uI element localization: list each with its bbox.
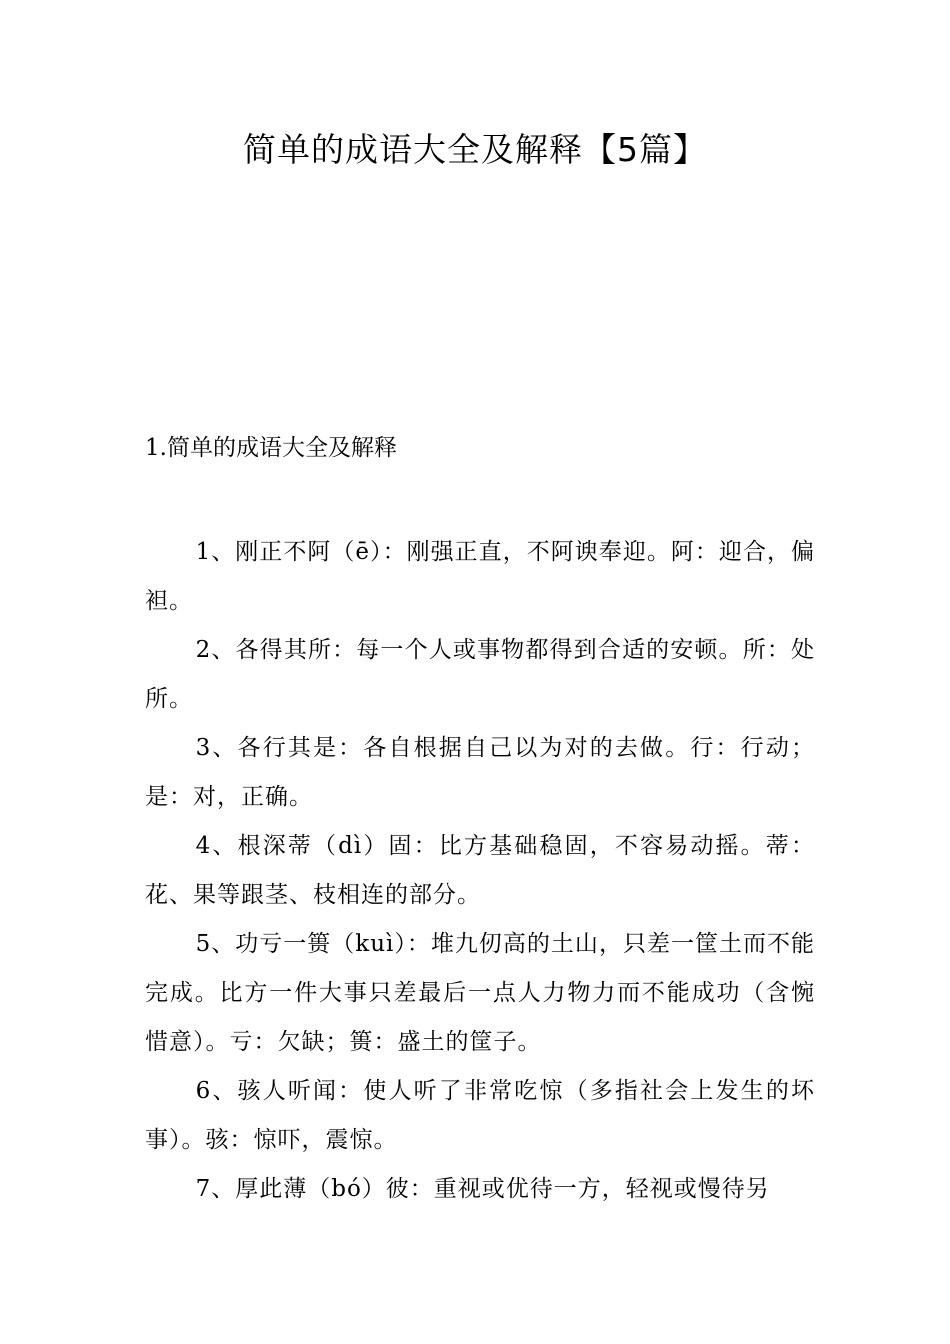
idiom-paragraph-2: 2、各得其所：每一个人或事物都得到合适的安顿。所：处所。 [145, 637, 815, 712]
idiom-paragraph-7: 7、厚此薄（bó）彼：重视或优待一方，轻视或慢待另 [195, 1176, 770, 1202]
section-heading: 1.简单的成语大全及解释 [145, 435, 397, 461]
document-body [145, 528, 815, 1214]
idiom-paragraph-5: 5、功亏一篑（kuì）：堆九仞高的土山，只差一筐土而不能完成。比方一件大事只差最后一点人力物力而不能成功（含惋惜意）。亏：欠缺；篑：盛土的筐子。 [145, 931, 815, 1055]
document-title: 简单的成语大全及解释【5篇】 [243, 130, 707, 169]
idiom-paragraph-6: 6、骇人听闻：使人听了非常吃惊（多指社会上发生的坏事）。骇：惊吓，震惊。 [145, 1078, 815, 1153]
idiom-paragraph-4: 4、根深蒂（dì）固：比方基础稳固，不容易动摇。蒂：花、果等跟茎、枝相连的部分。 [145, 833, 815, 908]
idiom-paragraph-3: 3、各行其是：各自根据自己以为对的去做。行：行动；是：对，正确。 [145, 735, 815, 810]
idiom-paragraph-1: 1、刚正不阿（ē）：刚强正直，不阿谀奉迎。阿：迎合，偏袒。 [145, 539, 815, 614]
